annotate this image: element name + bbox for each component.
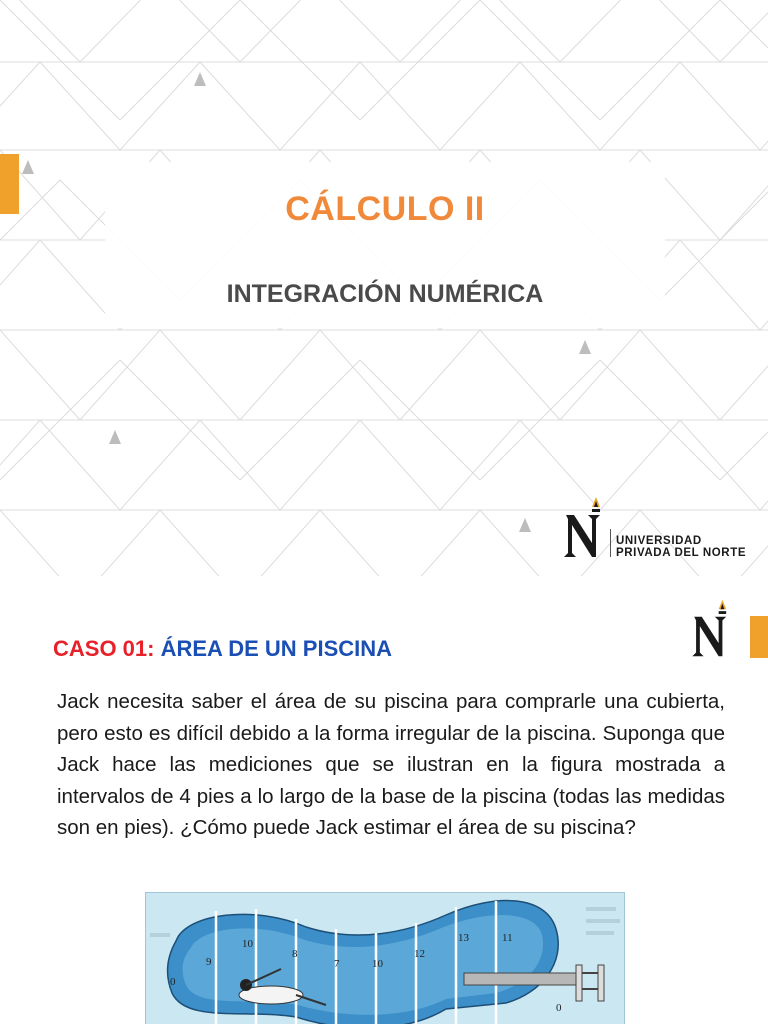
measurement-label: 10 [242,938,253,950]
pool-illustration [146,893,624,1024]
measurement-label: 13 [458,932,469,944]
pool-figure [145,892,625,1024]
logo-text [616,535,746,559]
measurement-label: 7 [334,958,340,970]
logo-line-1: UNIVERSIDAD [616,535,702,547]
measurement-label: 9 [206,956,212,968]
university-logo [560,495,760,565]
case-label: CASO 01: [53,636,155,661]
measurement-label: 0 [170,976,176,988]
measurement-label: 10 [372,958,383,970]
case-paragraph: Jack necesita saber el área de su piscina para comprarle una cubierta, pero esto es difícil debido a la forma irregular de la piscina. Suponga que Jack hace las mediciones que se ilustran en la figura mostrada a intervalos de 4 pies a lo largo de la base de la piscina (todas las medidas son en pies). ¿Cómo puede Jack estimar el área de su piscina? [57,690,725,839]
accent-bar-right [750,616,768,658]
logo-divider [610,529,611,557]
measurement-label: 12 [414,948,425,960]
slide-divider [0,576,768,586]
logo-line-2: PRIVADA DEL NORTE [616,547,747,559]
slide-title: CÁLCULO II [285,190,485,228]
measurement-label: 0 [556,1002,562,1014]
case-slide [0,586,768,1024]
slide-subtitle: INTEGRACIÓN NUMÉRICA [226,280,544,308]
accent-bar [0,154,19,214]
case-title: ÁREA DE UN PISCINA [160,636,393,661]
logo-n-icon [560,495,612,561]
measurement-label: 11 [502,932,513,944]
title-box [105,162,665,328]
university-logo-small [688,598,738,660]
measurement-label: 8 [292,948,298,960]
logo-n-icon-small [688,598,738,660]
case-heading [53,636,392,662]
